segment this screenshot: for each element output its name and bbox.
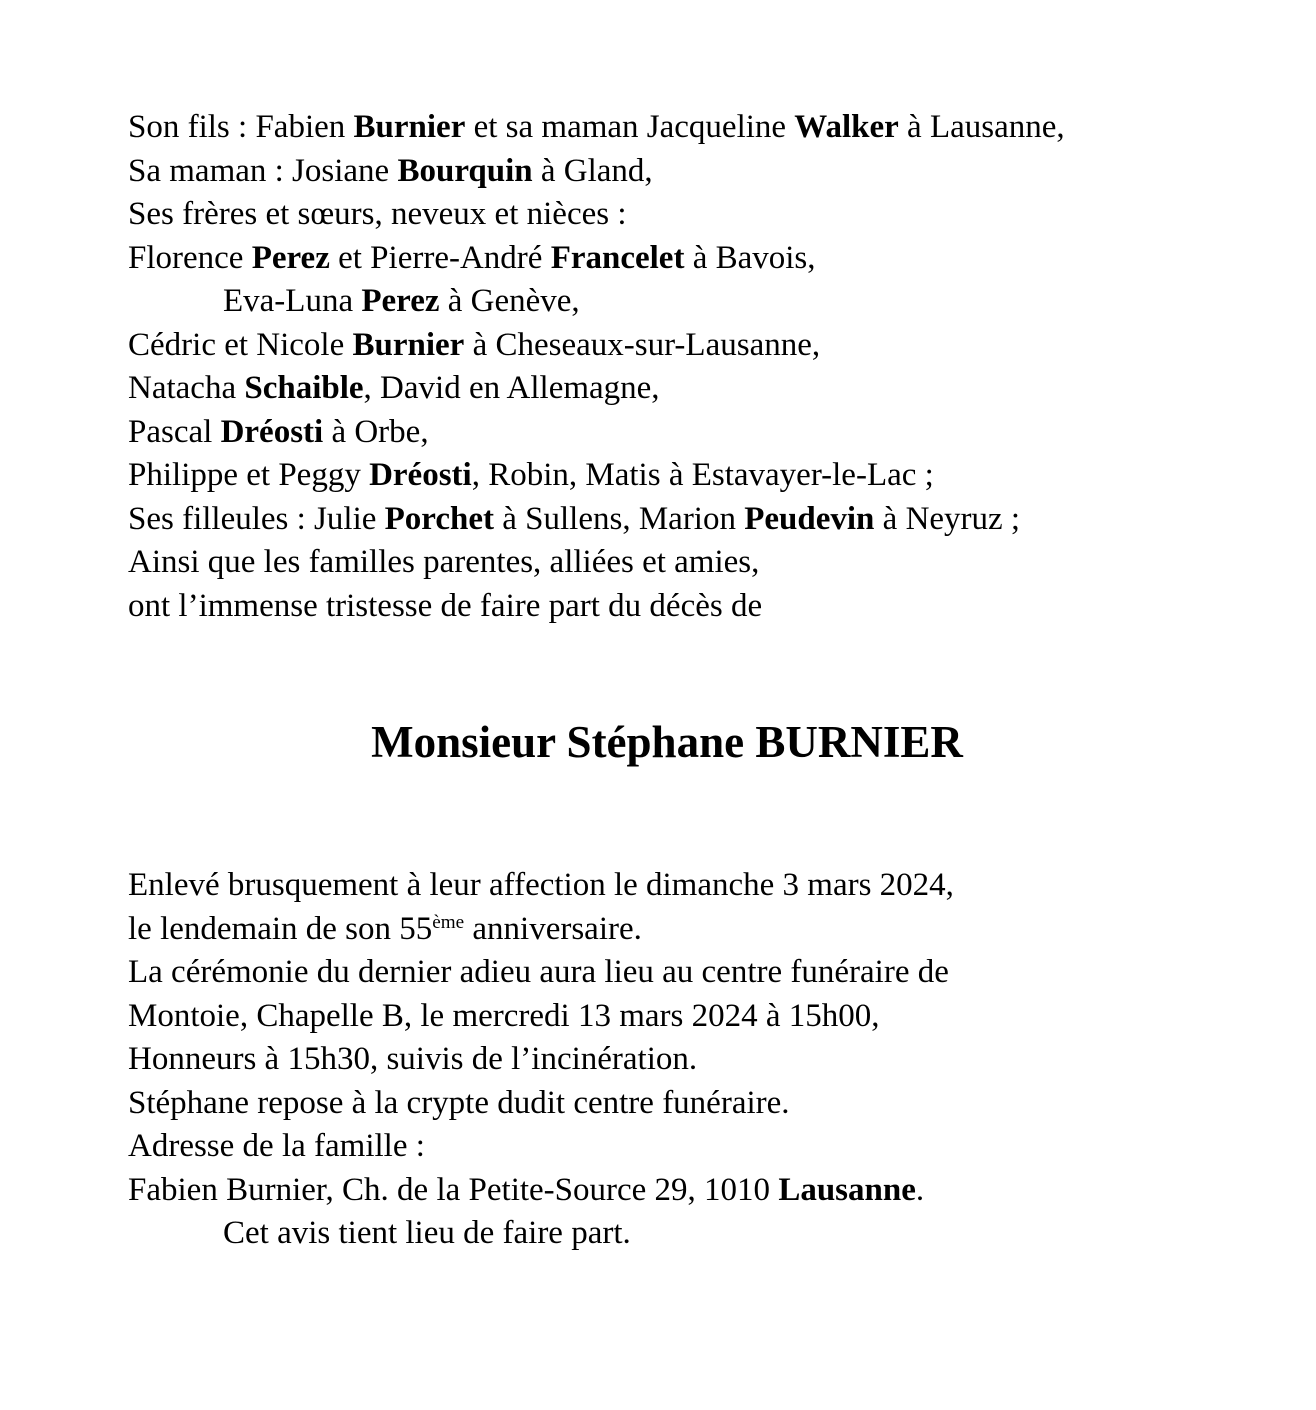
surname-bold: Porchet <box>384 500 494 537</box>
text-segment: Sa maman : Josiane <box>128 152 398 189</box>
text-line <box>128 1125 1206 1169</box>
text-segment: Ses frères et sœurs, neveux et nièces : <box>128 196 627 232</box>
text-segment: Montoie, Chapelle B, le mercredi 13 mars 2024 à 15h00, <box>128 997 880 1034</box>
surname-bold: Schaible <box>244 370 364 406</box>
details-lines-block <box>128 864 1206 1256</box>
text-line <box>128 367 1206 411</box>
text-segment: Son fils : Fabien <box>128 109 354 145</box>
surname-bold: Francelet <box>550 239 685 276</box>
text-segment: à Sullens, Marion <box>494 500 745 537</box>
text-segment: . <box>915 1171 925 1208</box>
ordinal-superscript: ème <box>432 911 465 933</box>
text-line <box>128 106 1206 150</box>
text-segment: à Neyruz ; <box>874 500 1021 537</box>
text-segment: , David en Allemagne, <box>363 370 660 406</box>
text-line <box>128 541 1206 585</box>
text-segment: le lendemain de son 55 <box>128 910 433 947</box>
text-segment: à Orbe, <box>323 413 429 450</box>
surname-bold: Burnier <box>353 109 466 145</box>
surname-bold: Peudevin <box>744 500 875 537</box>
text-segment: ont l’immense tristesse de faire part du décès de <box>128 587 763 624</box>
surname-bold: Perez <box>251 239 330 276</box>
text-line <box>128 193 1206 237</box>
text-segment: , Robin, Matis à Estavayer-le-Lac ; <box>471 457 934 493</box>
text-line <box>128 951 1206 995</box>
text-segment: à Genève, <box>439 283 580 319</box>
text-line <box>128 1038 1206 1082</box>
text-line <box>128 864 1206 908</box>
text-line <box>128 237 1206 281</box>
text-segment: Cédric et Nicole <box>128 326 353 363</box>
text-segment: Enlevé brusquement à leur affection le dimanche 3 mars 2024, <box>128 867 954 903</box>
text-line <box>128 1169 1206 1213</box>
text-line <box>128 908 1206 952</box>
text-line <box>128 498 1206 542</box>
text-line <box>128 1082 1206 1126</box>
text-line <box>128 1212 1206 1256</box>
text-segment: à Cheseaux-sur-Lausanne, <box>464 326 821 363</box>
surname-bold: Burnier <box>352 326 465 363</box>
text-segment: Ses filleules : Julie <box>128 500 385 537</box>
surname-bold: Dréosti <box>369 457 472 493</box>
surname-bold: Lausanne <box>778 1171 916 1208</box>
text-segment: Fabien Burnier, Ch. de la Petite-Source 29, 1010 <box>128 1171 779 1208</box>
text-segment: à Lausanne, <box>898 109 1065 145</box>
text-line <box>128 280 1206 324</box>
text-line <box>128 995 1206 1039</box>
surname-bold: Perez <box>361 283 440 319</box>
text-line <box>128 411 1206 455</box>
text-segment: à Gland, <box>532 152 653 189</box>
text-segment: Stéphane repose à la crypte dudit centre funéraire. <box>128 1084 790 1121</box>
family-lines-block <box>128 106 1206 628</box>
text-line <box>128 150 1206 194</box>
text-segment: Philippe et Peggy <box>128 457 370 493</box>
deceased-name-title: Monsieur Stéphane BURNIER <box>371 717 963 767</box>
text-segment: Cet avis tient lieu de faire part. <box>223 1215 631 1251</box>
text-line <box>128 454 1206 498</box>
text-segment: anniversaire. <box>464 910 642 947</box>
text-segment: Natacha <box>128 370 245 406</box>
text-segment: Pascal <box>128 413 221 450</box>
surname-bold: Bourquin <box>397 152 533 189</box>
text-segment: Eva-Luna <box>223 283 362 319</box>
text-segment: Honneurs à 15h30, suivis de l’incinération. <box>128 1041 698 1077</box>
text-segment: Adresse de la famille : <box>128 1128 425 1164</box>
text-segment: La cérémonie du dernier adieu aura lieu au centre funéraire de <box>128 954 949 990</box>
surname-bold: Walker <box>794 109 899 145</box>
surname-bold: Dréosti <box>220 413 324 450</box>
text-segment: et Pierre-André <box>329 239 551 276</box>
text-segment: et sa maman Jacqueline <box>465 109 795 145</box>
text-line <box>128 585 1206 629</box>
text-segment: à Bavois, <box>684 239 816 276</box>
text-segment: Ainsi que les familles parentes, alliées et amies, <box>128 544 760 580</box>
text-line <box>128 324 1206 368</box>
text-segment: Florence <box>128 239 252 276</box>
